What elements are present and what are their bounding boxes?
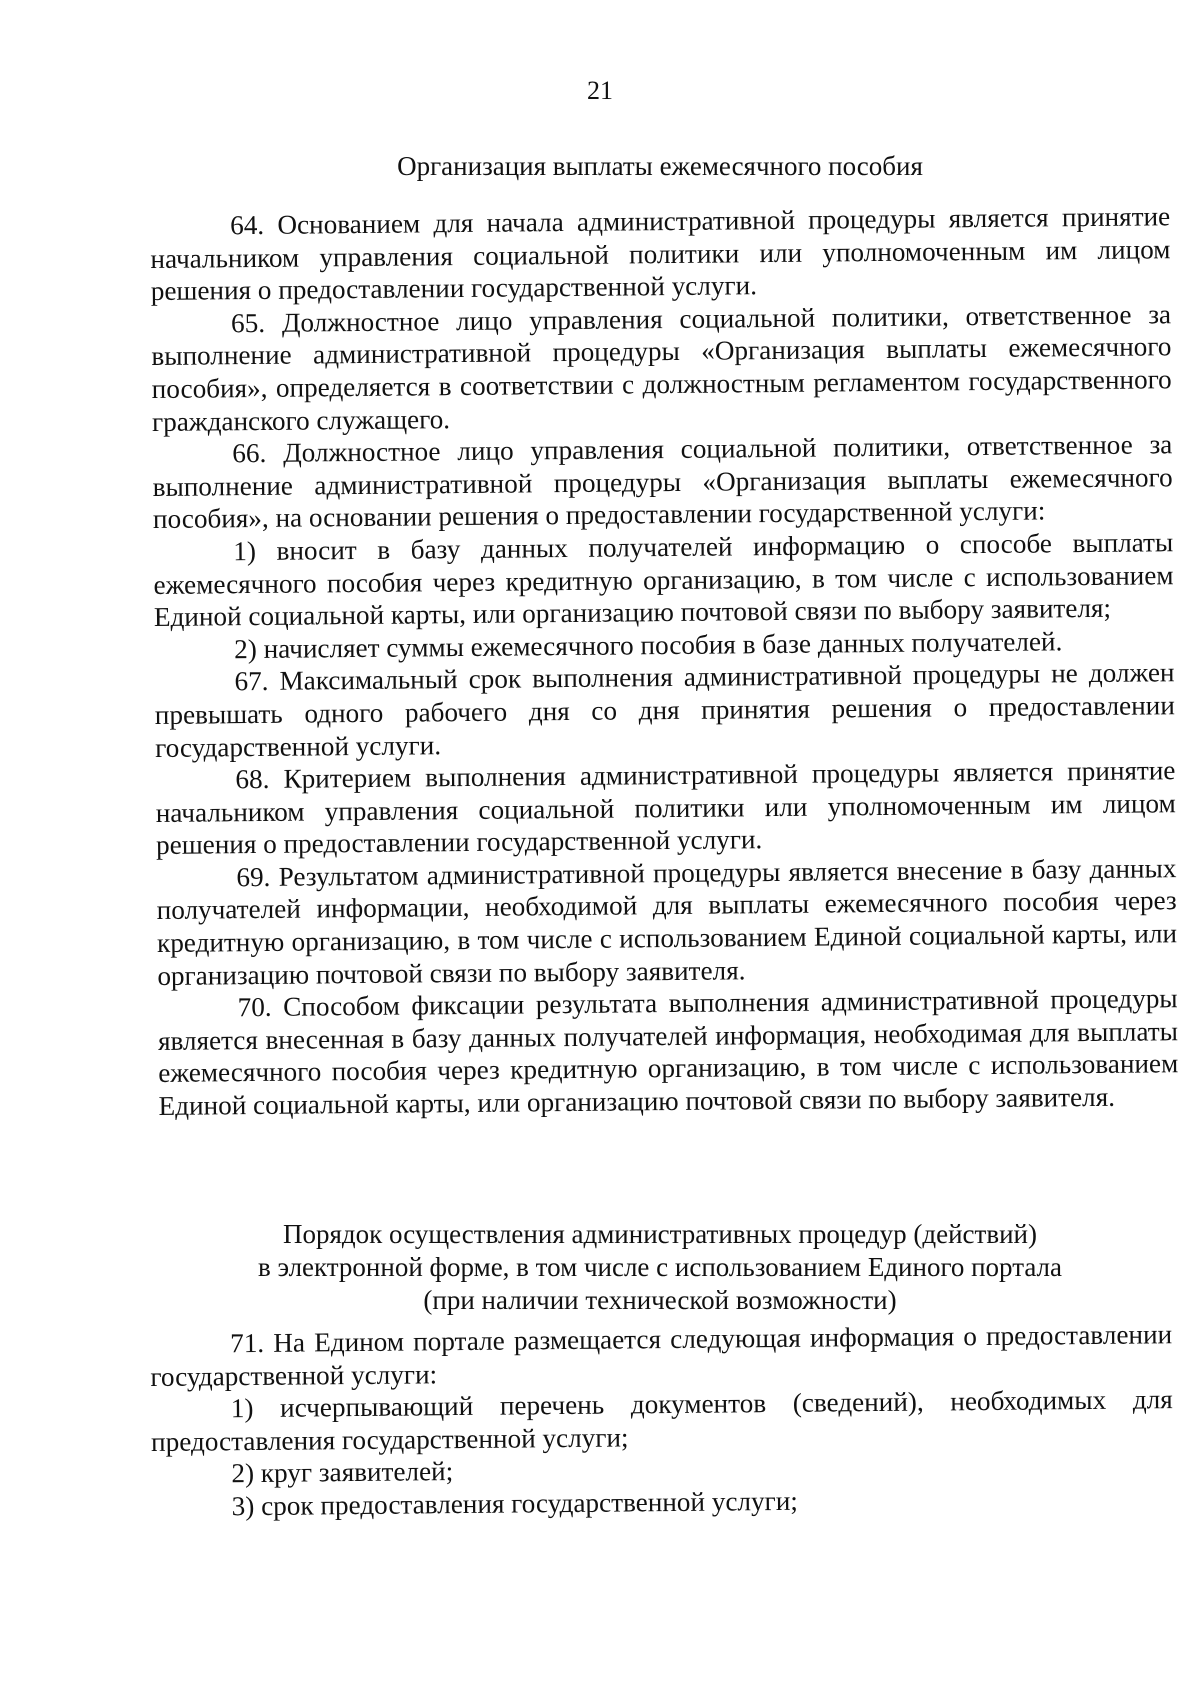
paragraph-67: 67. Максимальный срок выполнения административной процедуры не должен превышать одного рабочего дня со дня принятия решения о предоставлении государственной услуги. <box>154 657 1175 763</box>
page-number: 21 <box>587 76 613 105</box>
paragraph-66-item-1: 1) вносит в базу данных получателей информацию о способе выплаты ежемесячного пособия через кредитную организацию, в том числе с использованием Единой социальной карты, или организацию почтовой связи по выбору заявителя; <box>153 527 1174 633</box>
section-title-line-3: (при наличии технической возможности) <box>423 1285 897 1315</box>
paragraph-71-item-2: 2) круг заявителей; <box>231 1456 454 1489</box>
paragraph-71-item-1: 1) исчерпывающий перечень документов (сведений), необходимых для предоставления государственной услуги; <box>150 1384 1173 1457</box>
section-title-electronic-procedures <box>150 1218 1170 1317</box>
paragraph-68: 68. Критерием выполнения административной процедуры является принятие начальником управления социальной политики или уполномоченным им лицом решения о предоставлении государственной услуги. <box>155 755 1176 861</box>
paragraph-71-item-3: 3) срок предоставления государственной услуги; <box>231 1485 799 1522</box>
paragraph-66: 66. Должностное лицо управления социальной политики, ответственное за выполнение административной процедуры «Организация выплаты ежемесячного пособия», на основании решения о предоставлении государственной услуги: <box>152 429 1173 535</box>
paragraph-71: 71. На Едином портале размещается следующая информация о предоставлении государственной услуги: <box>150 1319 1173 1392</box>
paragraph-64: 64. Основанием для начала административной процедуры является принятие начальником управления социальной политики или уполномоченным им лицом решения о предоставлении государственной услуги. <box>150 201 1171 307</box>
section-title-line-2: в электронной форме, в том числе с использованием Единого портала <box>257 1252 1062 1282</box>
paragraph-66-item-2: 2) начисляет суммы ежемесячного пособия в базе данных получателей. <box>234 625 1063 664</box>
section-body-payment-organization <box>150 200 1179 1122</box>
section-title-line-1: Порядок осуществления административных процедур (действий) <box>283 1219 1037 1249</box>
paragraph-69: 69. Результатом административной процедуры является внесение в базу данных получателей информации, необходимой для выплаты ежемесячного пособия через кредитную организацию, в том числе с использованием Единой социальной карты, или организацию почтовой связи по выбору заявителя. <box>156 853 1178 991</box>
paragraph-65: 65. Должностное лицо управления социальной политики, ответственное за выполнение административной процедуры «Организация выплаты ежемесячного пособия», определяется в соответствии с должностным регламентом государственного гражданского служащего. <box>151 298 1172 437</box>
section-title-payment-organization: Организация выплаты ежемесячного пособия <box>397 151 923 181</box>
section-body-electronic-procedures <box>150 1318 1174 1523</box>
paragraph-70: 70. Способом фиксации результата выполнения административной процедуры является внесенная в базу данных получателей информация, необходимая для выплаты ежемесячного пособия через кредитную организацию, в том числе с использованием Единой социальной карты, или организацию почтовой связи по выбору заявителя. <box>157 983 1179 1121</box>
